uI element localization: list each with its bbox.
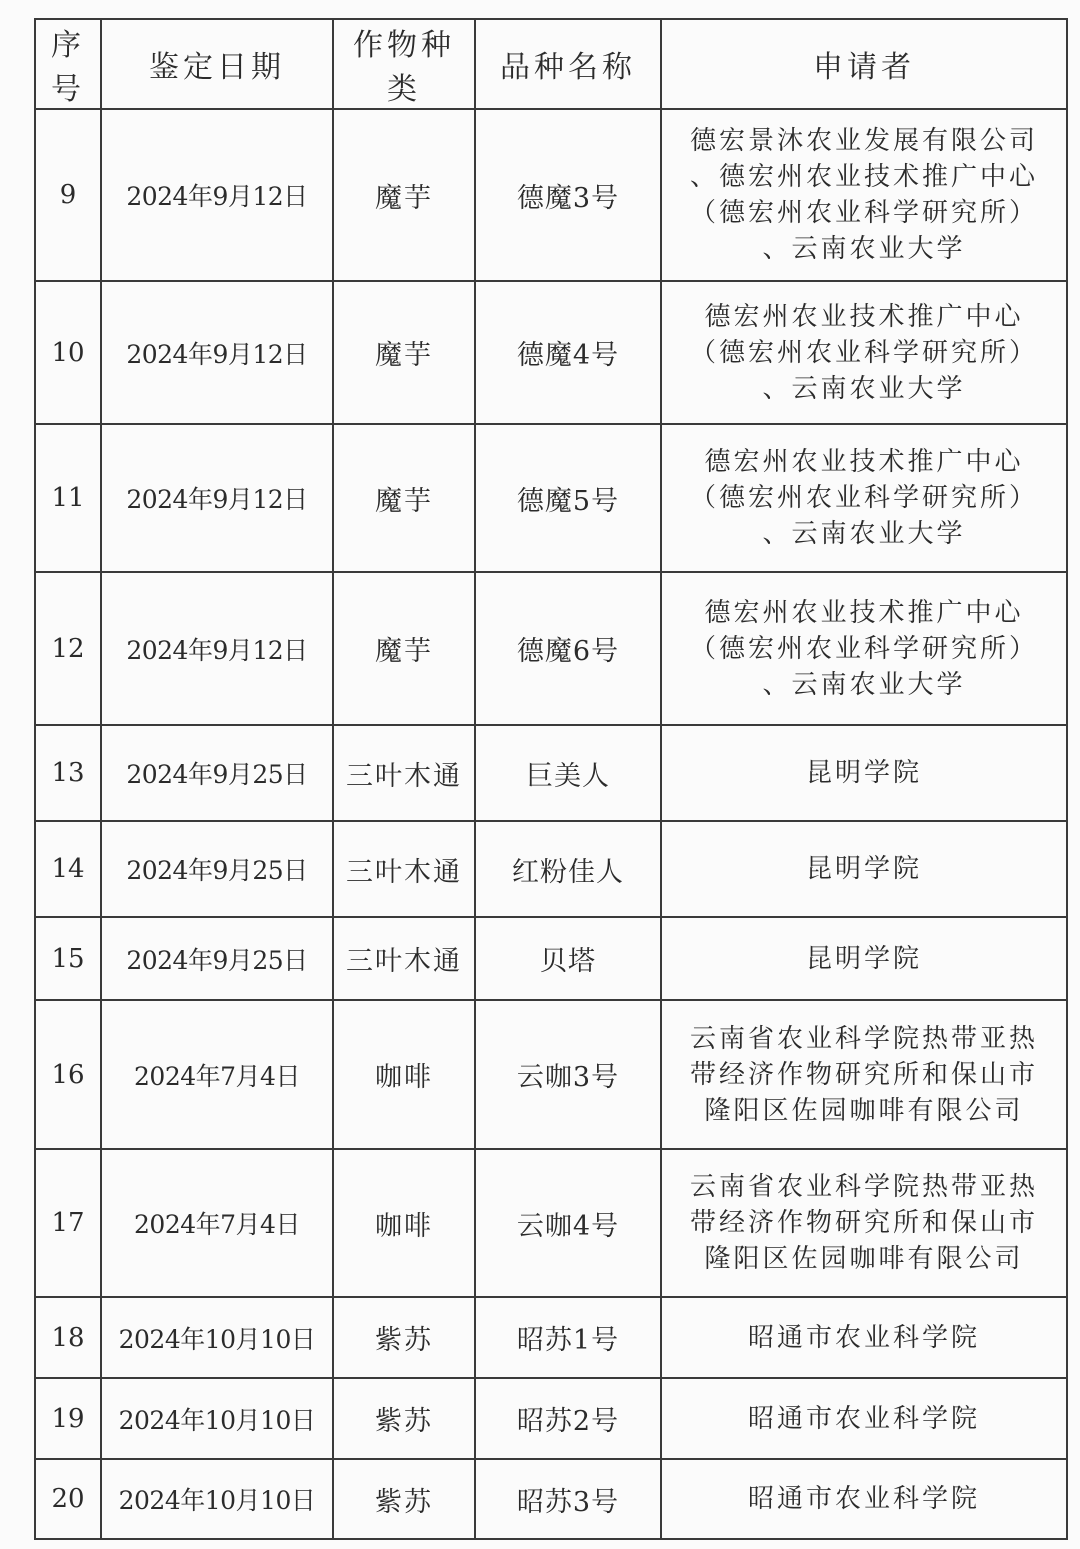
cell-crop: 三叶木通 — [333, 725, 475, 821]
cell-variety: 德魔4号 — [475, 281, 661, 424]
cell-variety: 昭苏2号 — [475, 1378, 661, 1459]
cell-crop: 三叶木通 — [333, 917, 475, 1000]
cell-no: 12 — [35, 572, 101, 725]
header-row — [35, 19, 1067, 109]
cell-date: 2024年9月12日 — [101, 109, 333, 281]
cell-applicant: 昆明学院 — [661, 821, 1067, 917]
cell-date: 2024年10月10日 — [101, 1378, 333, 1459]
cell-applicant: 昭通市农业科学院 — [661, 1459, 1067, 1539]
cell-date: 2024年10月10日 — [101, 1459, 333, 1539]
cell-crop: 咖啡 — [333, 1000, 475, 1149]
cell-no: 16 — [35, 1000, 101, 1149]
cell-applicant: 云南省农业科学院热带亚热 带经济作物研究所和保山市 隆阳区佐园咖啡有限公司 — [661, 1000, 1067, 1149]
cell-no: 10 — [35, 281, 101, 424]
cell-date: 2024年9月12日 — [101, 281, 333, 424]
table-row — [35, 725, 1067, 821]
cell-variety: 红粉佳人 — [475, 821, 661, 917]
cell-variety: 云咖4号 — [475, 1149, 661, 1297]
cell-crop: 三叶木通 — [333, 821, 475, 917]
cell-applicant: 德宏州农业技术推广中心 （德宏州农业科学研究所） 、云南农业大学 — [661, 281, 1067, 424]
cell-no: 19 — [35, 1378, 101, 1459]
table-row — [35, 1000, 1067, 1149]
cell-variety: 德魔5号 — [475, 424, 661, 572]
header-applicant: 申请者 — [661, 19, 1067, 109]
cell-variety: 德魔6号 — [475, 572, 661, 725]
table-body — [35, 109, 1067, 1539]
cell-applicant: 昆明学院 — [661, 725, 1067, 821]
cell-date: 2024年9月12日 — [101, 424, 333, 572]
cell-variety: 昭苏1号 — [475, 1297, 661, 1378]
cell-no: 15 — [35, 917, 101, 1000]
cell-crop: 魔芋 — [333, 424, 475, 572]
cell-crop: 紫苏 — [333, 1459, 475, 1539]
cell-date: 2024年7月4日 — [101, 1000, 333, 1149]
cell-no: 20 — [35, 1459, 101, 1539]
cell-applicant: 昭通市农业科学院 — [661, 1378, 1067, 1459]
table-row — [35, 821, 1067, 917]
table-row — [35, 917, 1067, 1000]
cell-applicant: 云南省农业科学院热带亚热 带经济作物研究所和保山市 隆阳区佐园咖啡有限公司 — [661, 1149, 1067, 1297]
cell-no: 11 — [35, 424, 101, 572]
table-row — [35, 424, 1067, 572]
header-no: 序号 — [35, 19, 101, 109]
cell-crop: 魔芋 — [333, 572, 475, 725]
table-row — [35, 1297, 1067, 1378]
table-row — [35, 1459, 1067, 1539]
cell-date: 2024年7月4日 — [101, 1149, 333, 1297]
cell-no: 9 — [35, 109, 101, 281]
table-row — [35, 109, 1067, 281]
cell-variety: 昭苏3号 — [475, 1459, 661, 1539]
cell-crop: 魔芋 — [333, 281, 475, 424]
cell-applicant: 德宏州农业技术推广中心 （德宏州农业科学研究所） 、云南农业大学 — [661, 424, 1067, 572]
header-crop: 作物种类 — [333, 19, 475, 109]
cell-applicant: 昆明学院 — [661, 917, 1067, 1000]
cell-variety: 云咖3号 — [475, 1000, 661, 1149]
cell-variety: 贝塔 — [475, 917, 661, 1000]
cell-date: 2024年9月12日 — [101, 572, 333, 725]
cell-variety: 德魔3号 — [475, 109, 661, 281]
cell-date: 2024年9月25日 — [101, 917, 333, 1000]
cell-crop: 魔芋 — [333, 109, 475, 281]
header-variety: 品种名称 — [475, 19, 661, 109]
table-row — [35, 281, 1067, 424]
cell-no: 17 — [35, 1149, 101, 1297]
cell-crop: 紫苏 — [333, 1297, 475, 1378]
cell-no: 18 — [35, 1297, 101, 1378]
variety-table — [34, 18, 1068, 1540]
cell-date: 2024年9月25日 — [101, 821, 333, 917]
cell-crop: 紫苏 — [333, 1378, 475, 1459]
header-date: 鉴定日期 — [101, 19, 333, 109]
cell-date: 2024年10月10日 — [101, 1297, 333, 1378]
cell-variety: 巨美人 — [475, 725, 661, 821]
table-row — [35, 1149, 1067, 1297]
cell-date: 2024年9月25日 — [101, 725, 333, 821]
cell-applicant: 德宏景沐农业发展有限公司 、德宏州农业技术推广中心 （德宏州农业科学研究所） 、云南农业大学 — [661, 109, 1067, 281]
cell-crop: 咖啡 — [333, 1149, 475, 1297]
cell-applicant: 昭通市农业科学院 — [661, 1297, 1067, 1378]
cell-no: 14 — [35, 821, 101, 917]
cell-no: 13 — [35, 725, 101, 821]
table-row — [35, 1378, 1067, 1459]
cell-applicant: 德宏州农业技术推广中心 （德宏州农业科学研究所） 、云南农业大学 — [661, 572, 1067, 725]
table-row — [35, 572, 1067, 725]
